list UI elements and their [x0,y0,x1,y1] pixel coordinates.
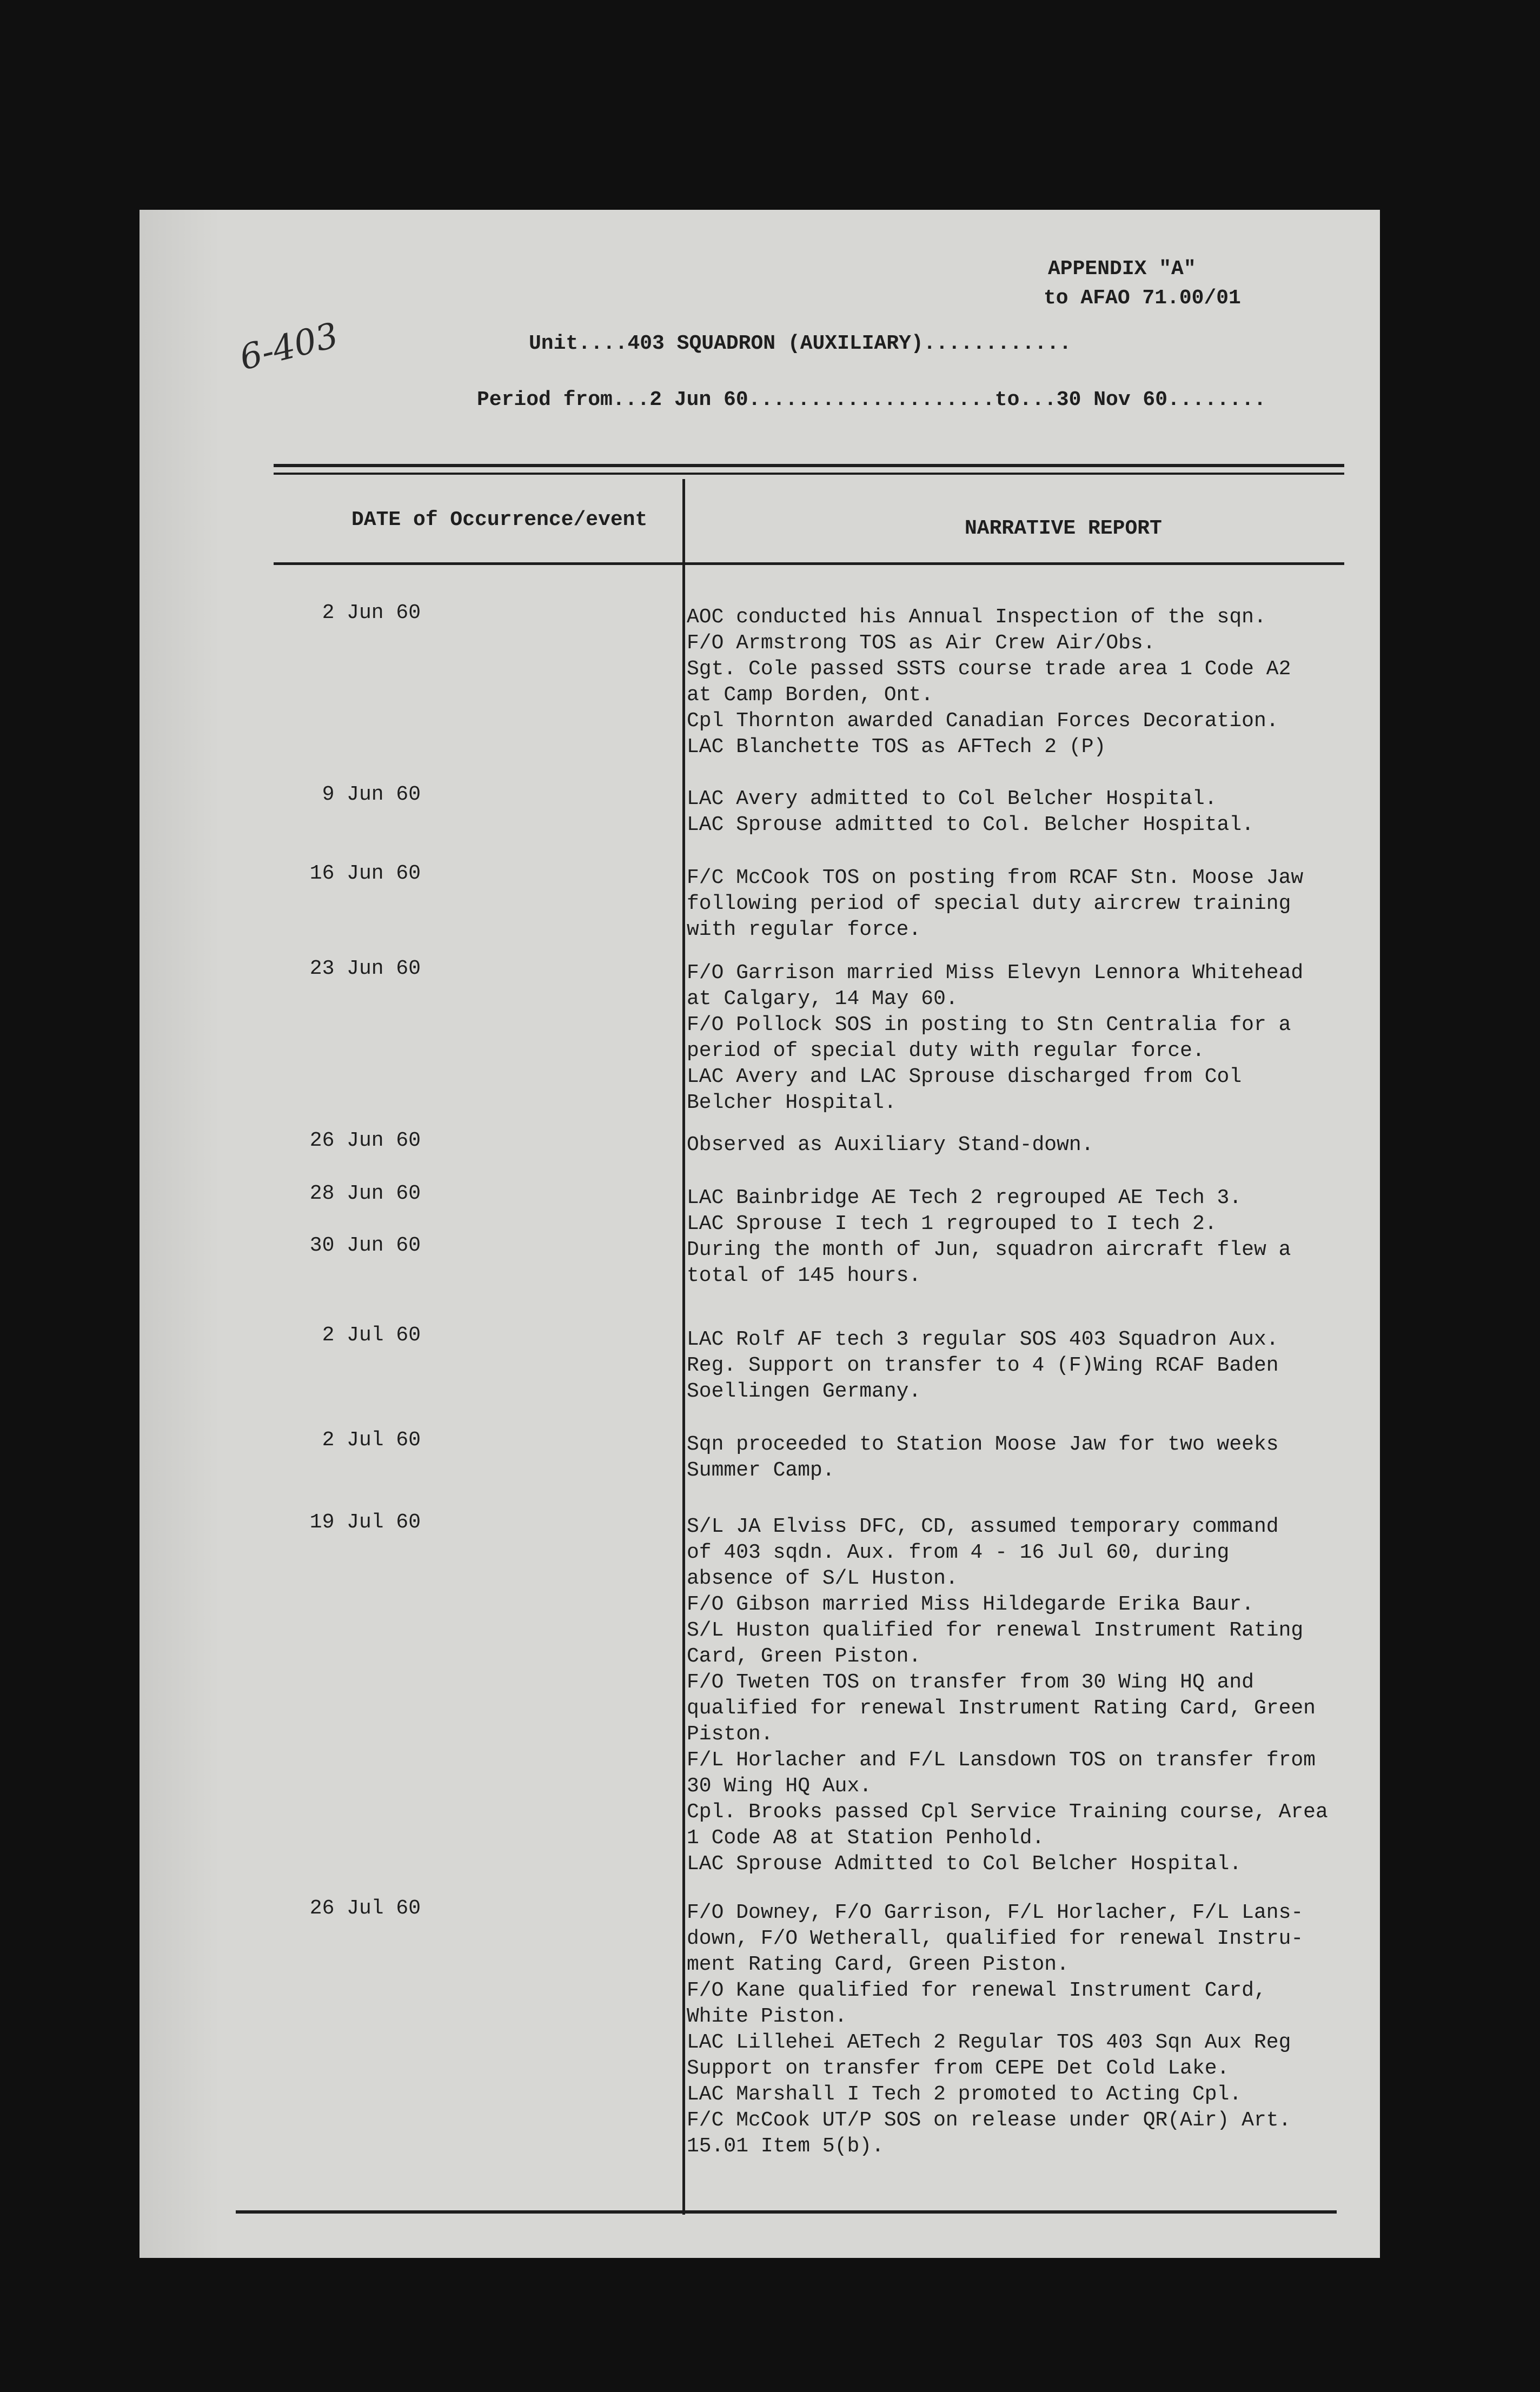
entry-date: 26 Jun 60 [309,1129,421,1152]
narrative-line: F/O Armstrong TOS as Air Crew Air/Obs. [687,632,1156,655]
entry-narrative [687,1432,1279,1484]
narrative-line: Summer Camp. [687,1459,835,1482]
entry-narrative [687,604,1291,760]
narrative-line: F/O Kane qualified for renewal Instrument Card, [687,1979,1266,2002]
narrative-line: F/L Horlacher and F/L Lansdown TOS on transfer from [687,1749,1316,1772]
narrative-line: F/C McCook UT/P SOS on release under QR(Air) Art. [687,2109,1291,2132]
handwritten-reference: 6-403 [236,315,342,378]
narrative-line: with regular force. [687,918,921,941]
narrative-line: LAC Lillehei AETech 2 Regular TOS 403 Sqn Aux Reg [687,2031,1291,2054]
narrative-line: at Calgary, 14 May 60. [687,987,958,1011]
narrative-line: F/O Pollock SOS in posting to Stn Centralia for a [687,1013,1291,1036]
entry-date: 16 Jun 60 [309,862,421,885]
entry-date: 2 Jul 60 [322,1428,421,1452]
entry-narrative [687,960,1303,1116]
unit-label: Unit.... [529,332,628,355]
narrative-line: LAC Avery and LAC Sprouse discharged from Col [687,1065,1242,1088]
narrative-line: LAC Marshall I Tech 2 promoted to Acting Cpl. [687,2083,1242,2106]
narrative-line: During the month of Jun, squadron aircraft flew a [687,1238,1291,1261]
narrative-line: 15.01 Item 5(b). [687,2135,884,2158]
occurrence-log [140,210,1380,2258]
entry-narrative [687,1237,1291,1289]
narrative-line: Reg. Support on transfer to 4 (F)Wing RCAF Baden [687,1354,1279,1377]
entry-date: 9 Jun 60 [322,783,421,806]
entry-narrative [687,1327,1279,1405]
narrative-line: LAC Sprouse admitted to Col. Belcher Hospital. [687,813,1254,836]
entry-date: 19 Jul 60 [309,1511,421,1534]
entry-narrative [687,1514,1328,1877]
appendix-title: APPENDIX "A" [1048,257,1196,281]
entry-narrative [687,865,1303,943]
narrative-line: Sgt. Cole passed SSTS course trade area 1 Code A2 [687,657,1291,681]
entry-date: 2 Jun 60 [322,601,421,624]
narrative-line: F/C McCook TOS on posting from RCAF Stn. Moose Jaw [687,866,1304,889]
narrative-line: LAC Sprouse Admitted to Col Belcher Hospital. [687,1852,1242,1876]
narrative-line: White Piston. [687,2005,847,2028]
narrative-line: absence of S/L Huston. [687,1567,958,1590]
period-to-label: ....................to... [748,388,1057,411]
entry-narrative [687,786,1254,838]
entry-date: 26 Jul 60 [309,1897,421,1920]
unit-dots: ............ [923,332,1072,355]
period-to: 30 Nov 60 [1056,388,1168,411]
narrative-line: Sqn proceeded to Station Moose Jaw for two weeks [687,1433,1279,1456]
entry-date: 28 Jun 60 [309,1182,421,1205]
narrative-line: Cpl. Brooks passed Cpl Service Training course, Area [687,1800,1328,1824]
narrative-line: F/O Garrison married Miss Elevyn Lennora Whitehead [687,961,1304,985]
period-from: 2 Jun 60 [649,388,748,411]
narrative-line: 1 Code A8 at Station Penhold. [687,1826,1045,1850]
narrative-line: Belcher Hospital. [687,1091,897,1114]
narrative-line: AOC conducted his Annual Inspection of the sqn. [687,606,1266,629]
narrative-line: total of 145 hours. [687,1264,921,1287]
narrative-line: LAC Rolf AF tech 3 regular SOS 403 Squadron Aux. [687,1328,1279,1351]
narrative-line: LAC Sprouse I tech 1 regrouped to I tech 2. [687,1212,1217,1235]
narrative-column-header: NARRATIVE REPORT [965,517,1162,540]
entry-date: 23 Jun 60 [309,957,421,980]
narrative-line: F/O Downey, F/O Garrison, F/L Horlacher, F/L Lans- [687,1901,1304,1924]
entry-narrative [687,1900,1303,2160]
entry-narrative [687,1132,1094,1158]
narrative-line: of 403 sqdn. Aux. from 4 - 16 Jul 60, during [687,1541,1230,1564]
document-page [140,210,1380,2258]
narrative-line: following period of special duty aircrew training [687,892,1291,915]
narrative-line: down, F/O Wetherall, qualified for renewal Instru- [687,1927,1304,1950]
appendix-reference: to AFAO 71.00/01 [1044,287,1241,310]
narrative-line: LAC Blanchette TOS as AFTech 2 (P) [687,735,1106,759]
unit-value: 403 SQUADRON (AUXILIARY) [627,332,924,355]
narrative-line: S/L JA Elviss DFC, CD, assumed temporary command [687,1515,1279,1538]
narrative-line: period of special duty with regular force. [687,1039,1205,1062]
narrative-line: ment Rating Card, Green Piston. [687,1953,1069,1976]
narrative-line: Cpl Thornton awarded Canadian Forces Decoration. [687,709,1279,733]
narrative-line: Support on transfer from CEPE Det Cold Lake. [687,2057,1230,2080]
narrative-line: at Camp Borden, Ont. [687,683,934,707]
narrative-line: LAC Avery admitted to Col Belcher Hospital. [687,787,1217,810]
narrative-line: S/L Huston qualified for renewal Instrument Rating [687,1619,1304,1642]
date-column-header: DATE of Occurrence/event [351,508,648,531]
narrative-line: Observed as Auxiliary Stand-down. [687,1133,1094,1157]
entry-date: 2 Jul 60 [322,1324,421,1347]
narrative-line: F/O Tweten TOS on transfer from 30 Wing HQ and [687,1671,1254,1694]
narrative-line: Piston. [687,1723,773,1746]
narrative-line: LAC Bainbridge AE Tech 2 regrouped AE Tech 3. [687,1186,1242,1210]
entry-date: 30 Jun 60 [309,1234,421,1257]
entry-narrative [687,1185,1242,1237]
narrative-line: 30 Wing HQ Aux. [687,1775,872,1798]
narrative-line: Soellingen Germany. [687,1380,921,1403]
narrative-line: F/O Gibson married Miss Hildegarde Erika Baur. [687,1593,1254,1616]
period-label: Period from... [477,388,650,411]
period-dots: ........ [1167,388,1266,411]
narrative-line: Card, Green Piston. [687,1645,921,1668]
narrative-line: qualified for renewal Instrument Rating Card, Green [687,1697,1316,1720]
